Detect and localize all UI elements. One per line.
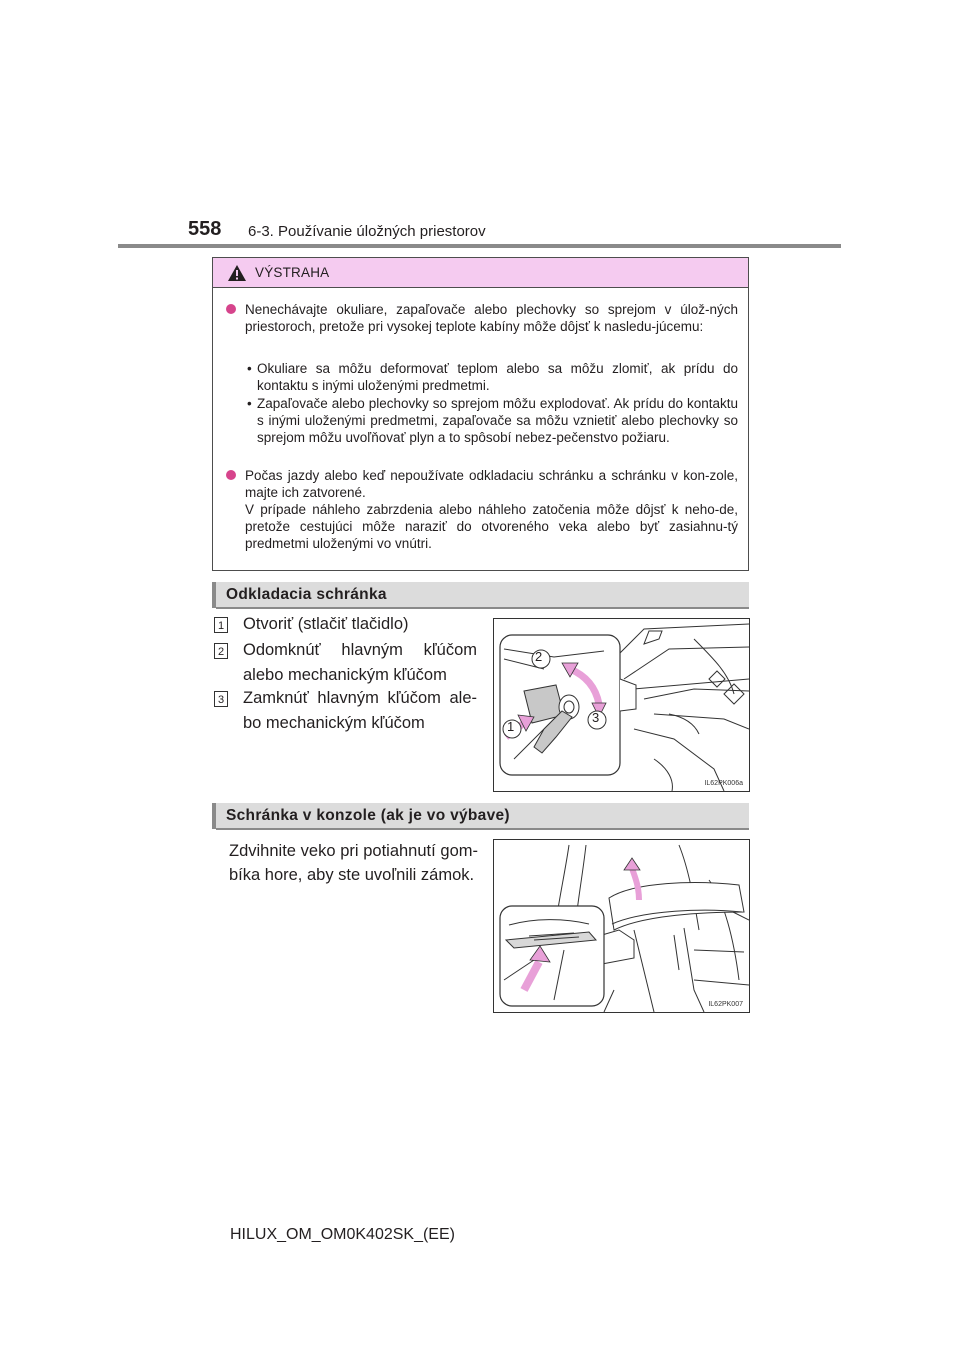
warning-box xyxy=(212,257,749,571)
callout-2: 2 xyxy=(535,649,543,664)
warning-title: VÝSTRAHA xyxy=(255,265,330,280)
warning-sub-1: • Okuliare sa môžu deformovať teplom alebo sa môžu zlomiť, ak prídu do kontaktu s inými uloženými predmetmi. xyxy=(247,361,738,393)
warning-bullet-2 xyxy=(227,467,738,552)
step-2-text: Odomknúť hlavným kľúčom alebo mechanickým kľúčom xyxy=(243,641,477,684)
step-1-number: 1 xyxy=(214,617,228,633)
glovebox-figure xyxy=(493,618,750,792)
page-number: 558 xyxy=(188,218,222,240)
warning-triangle-icon xyxy=(227,264,247,282)
warning-bullet-1-text: Nenechávajte okuliare, zapaľovače alebo plechovky so sprejom v úlož-ných priestoroch, pretože pri vysokej teplote kabíny môže dôjsť k nasledu-júcemu: xyxy=(245,302,738,334)
section-heading-console xyxy=(212,803,749,829)
figure-code-2: IL62PK007 xyxy=(708,1001,743,1008)
warning-sub-2-text: Zapaľovače alebo plechovky so sprejom môžu explodovať. Ak prídu do kontaktu s inými uloženými predmetmi, zapaľovače sa môžu vznietiť alebo plechovky so sprejom môžu uvoľňovať plyn a to spôsobí nebez-pečenstvo požiaru. xyxy=(257,396,738,445)
section-heading-glovebox xyxy=(212,582,749,608)
console-instruction: Zdvihnite veko pri potiahnutí gom-bíka hore, aby ste uvoľnili zámok. xyxy=(229,842,478,884)
callout-3: 3 xyxy=(592,710,600,725)
step-1-text: Otvoriť (stlačiť tlačidlo) xyxy=(243,615,409,633)
callout-1: 1 xyxy=(507,719,515,734)
warning-bullet-2-text: Počas jazdy alebo keď nepoužívate odkladaciu schránku a schránku v kon-zole, majte ich zatvorené. V prípade náhleho zabrzdenia alebo náhleho zatočenia môže dôjsť k neho-de, pretože cestujúci môže naraziť do otvoreného veka alebo byť zasiahnu-tý predmetmi uloženými vo vnútri. xyxy=(245,468,738,551)
section-heading-console-text: Schránka v konzole (ak je vo výbave) xyxy=(226,807,510,824)
bullet-icon xyxy=(226,470,236,480)
figure-code-1: IL62PK006a xyxy=(704,780,743,787)
warning-sub-2: • Zapaľovače alebo plechovky so sprejom môžu explodovať. Ak prídu do kontaktu s inými uloženými predmetmi, zapaľovače sa môžu vznietiť alebo plechovky so sprejom môžu uvoľňovať plyn a to spôsobí nebez-pečenstvo požiaru. xyxy=(247,396,738,445)
bullet-icon xyxy=(226,304,236,314)
glovebox-illustration xyxy=(494,619,749,791)
warning-sub-1-text: Okuliare sa môžu deformovať teplom alebo sa môžu zlomiť, ak prídu do kontaktu s inými uloženými predmetmi. xyxy=(257,361,738,393)
step-2-number: 2 xyxy=(214,643,228,659)
section-title: 6-3. Používanie úložných priestorov xyxy=(248,223,486,240)
step-3-text: Zamknúť hlavným kľúčom ale-bo mechanickým kľúčom xyxy=(243,689,477,732)
warning-header xyxy=(213,258,748,288)
header-rule xyxy=(118,244,841,248)
step-3-number: 3 xyxy=(214,691,228,707)
console-figure xyxy=(493,839,750,1013)
footer-document-id: HILUX_OM_OM0K402SK_(EE) xyxy=(230,1226,455,1243)
console-illustration xyxy=(494,840,749,1012)
warning-bullet-1 xyxy=(227,301,738,335)
section-heading-glovebox-text: Odkladacia schránka xyxy=(226,586,387,603)
